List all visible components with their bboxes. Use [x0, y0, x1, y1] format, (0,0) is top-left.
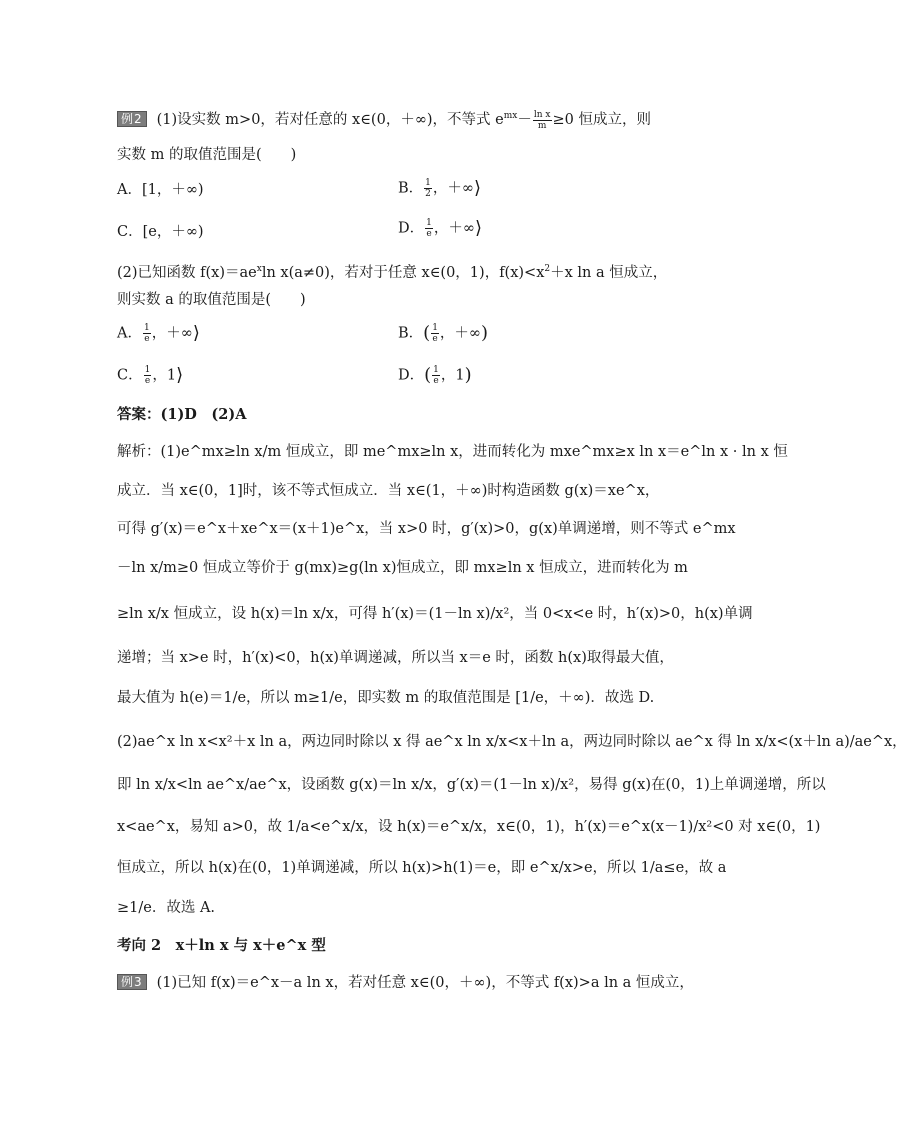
analysis-line-10: x<ae^x，易知 a>0，故 1/a<e^x/x，设 h(x)＝e^x/x，x∈(0，1)，h′(x)＝e^x(x－1)/x²<0 对 x∈(0，1): [117, 819, 821, 835]
example3-text: (1)已知 f(x)＝e^x－a ln x，若对任意 x∈(0，＋∞)，不等式 f(x)>a ln a 恒成立，: [156, 975, 694, 991]
q1-tail: ≥0 恒成立，则: [552, 112, 651, 128]
q2-option-d-lbracket: (: [424, 364, 432, 386]
q2-text-a: (2)已知函数 f(x)＝ae: [117, 265, 257, 281]
q2-option-d-den: e: [433, 376, 439, 386]
q2-option-a-bracket: ⟩: [192, 322, 200, 344]
q1-option-d-num: 1: [426, 218, 432, 228]
q1-option-d: [398, 218, 482, 239]
analysis-line-2: 成立．当 x∈(0，1]时，该不等式恒成立．当 x∈(1，＋∞)时构造函数 g(x)＝xe^x，: [117, 483, 660, 499]
example2-q1-line1: 例2 (1)设实数 m>0，若对任意的 x∈(0，＋∞)，不等式 $e^{mx}-$ $\frac{\text{ln x}}{m}$ ≥0 恒成立，则: [117, 106, 651, 131]
q1-frac-num: ln x: [533, 109, 551, 120]
analysis-line-6: 递增；当 x>e 时，h′(x)<0，h(x)单调递减，所以当 x＝e 时，函数 h(x)取得最大值，: [117, 650, 674, 666]
q2-option-b: [398, 323, 488, 344]
analysis-line-8: (2)ae^x ln x<x²＋x ln a，两边同时除以 x 得 ae^x ln x/x<x＋ln a，两边同时除以 ae^x 得 ln x/x<(x＋ln a)/ae^x，: [117, 734, 907, 750]
q2-option-d-rbracket: ): [464, 364, 472, 386]
q2-option-c-prefix: C．: [117, 367, 143, 384]
q1-option-b-tail: ，＋∞: [432, 180, 474, 197]
q1-option-b: [398, 178, 481, 199]
q2-option-a-tail: ，＋∞: [151, 325, 193, 342]
example2-tag: 例2: [117, 111, 147, 127]
q2-option-d-prefix: D．: [398, 367, 425, 384]
analysis-line-5: ≥ln x/x 恒成立，设 h(x)＝ln x/x，可得 h′(x)＝(1－ln x)/x²，当 0<x<e 时，h′(x)>0，h(x)单调: [117, 606, 753, 622]
q1-text: (1)设实数 m>0，若对任意的 x∈(0，＋∞)，不等式 e: [156, 112, 504, 128]
q2-option-a: [117, 323, 200, 344]
analysis-line-3: 可得 g′(x)＝e^x＋xe^x＝(x＋1)e^x，当 x>0 时，g′(x)>0，g(x)单调递增，则不等式 e^mx: [117, 521, 736, 537]
example2-q1-line2: 实数 m 的取值范围是( ): [117, 147, 297, 163]
q1-option-b-frac: [424, 178, 432, 199]
q2-option-b-rbracket: ): [481, 322, 489, 344]
analysis-line-9: 即 ln x/x<ln ae^x/ae^x，设函数 g(x)＝ln x/x，g′(x)＝(1－ln x)/x²，易得 g(x)在(0，1)上单调递增，所以: [117, 777, 826, 793]
example3-line1: [117, 973, 694, 993]
q2-text-c: ＋x ln a 恒成立，: [550, 265, 668, 281]
answer-line: 答案：(1)D (2)A: [117, 406, 247, 423]
q1-option-d-frac: [425, 218, 433, 239]
q1-option-d-bracket: ⟩: [474, 217, 482, 239]
analysis-line-12: ≥1/e．故选 A.: [117, 900, 216, 916]
q2-option-a-prefix: A．: [117, 325, 142, 342]
q2-option-c-tail: ，1: [152, 367, 177, 384]
q2-option-d-frac: [432, 365, 440, 386]
q2-option-c-frac: [144, 365, 152, 386]
q2-option-c-bracket: ⟩: [176, 364, 184, 386]
q1-option-d-tail: ，＋∞: [433, 220, 475, 237]
q2-exp-2: 2: [544, 264, 551, 274]
q1-option-a: A．[1，＋∞): [117, 182, 204, 198]
q2-option-a-num: 1: [143, 323, 150, 333]
q2-exp-x: x: [256, 264, 262, 274]
q2-option-b-tail: ，＋∞: [439, 325, 482, 342]
analysis-line-7: 最大值为 h(e)＝1/e，所以 m≥1/e，即实数 m 的取值范围是 [1/e，＋∞)．故选 D.: [117, 690, 655, 706]
analysis-line-11: 恒成立，所以 h(x)在(0，1)单调递减，所以 h(x)>h(1)＝e，即 e^x/x>e，所以 1/a≤e，故 a: [117, 860, 727, 876]
q2-option-b-frac: [431, 323, 439, 344]
q2-option-d-tail: ，1: [440, 367, 465, 384]
q1-option-b-bracket: ⟩: [473, 177, 482, 199]
q1-option-d-den: e: [426, 229, 432, 239]
q1-option-b-num: 1: [425, 178, 431, 188]
q2-text-b: ln x(a≠0)，若对于任意 x∈(0，1)，f(x)<x: [261, 265, 545, 281]
q2-option-b-lbracket: (: [423, 322, 431, 344]
q2-option-b-num: 1: [432, 323, 438, 333]
q1-option-d-prefix: D．: [398, 220, 425, 237]
example2-q2-line2: 则实数 a 的取值范围是( ): [117, 292, 306, 308]
q2-option-b-prefix: B．: [398, 325, 424, 342]
analysis-line-1: 解析：(1)e^mx≥ln x/m 恒成立，即 me^mx≥ln x，进而转化为 mxe^mx≥x ln x＝e^ln x · ln x 恒: [117, 444, 788, 460]
q2-option-a-den: e: [144, 334, 150, 344]
q1-option-b-den: 2: [425, 189, 431, 199]
q2-option-b-den: e: [432, 334, 438, 344]
q1-option-c: C．[e，＋∞): [117, 224, 204, 240]
q2-option-c-den: e: [144, 376, 151, 386]
q2-option-c: [117, 365, 183, 386]
example2-q2-line1: [117, 259, 667, 283]
q1-fraction: [533, 110, 552, 131]
q2-option-a-frac: [143, 323, 151, 344]
q1-frac-den: m: [537, 120, 547, 131]
analysis-line-4: －ln x/m≥0 恒成立等价于 g(mx)≥g(ln x)恒成立，即 mx≥ln x 恒成立，进而转化为 m: [117, 560, 688, 576]
q2-option-d: [398, 365, 472, 386]
q2-option-c-num: 1: [144, 365, 151, 375]
q1-exp: mx: [503, 111, 518, 121]
example3-tag: 例3: [117, 974, 147, 990]
q1-option-b-prefix: B．: [398, 180, 424, 197]
q2-option-d-num: 1: [433, 365, 439, 375]
section-heading: 考向 2 x＋ln x 与 x＋e^x 型: [117, 937, 326, 954]
